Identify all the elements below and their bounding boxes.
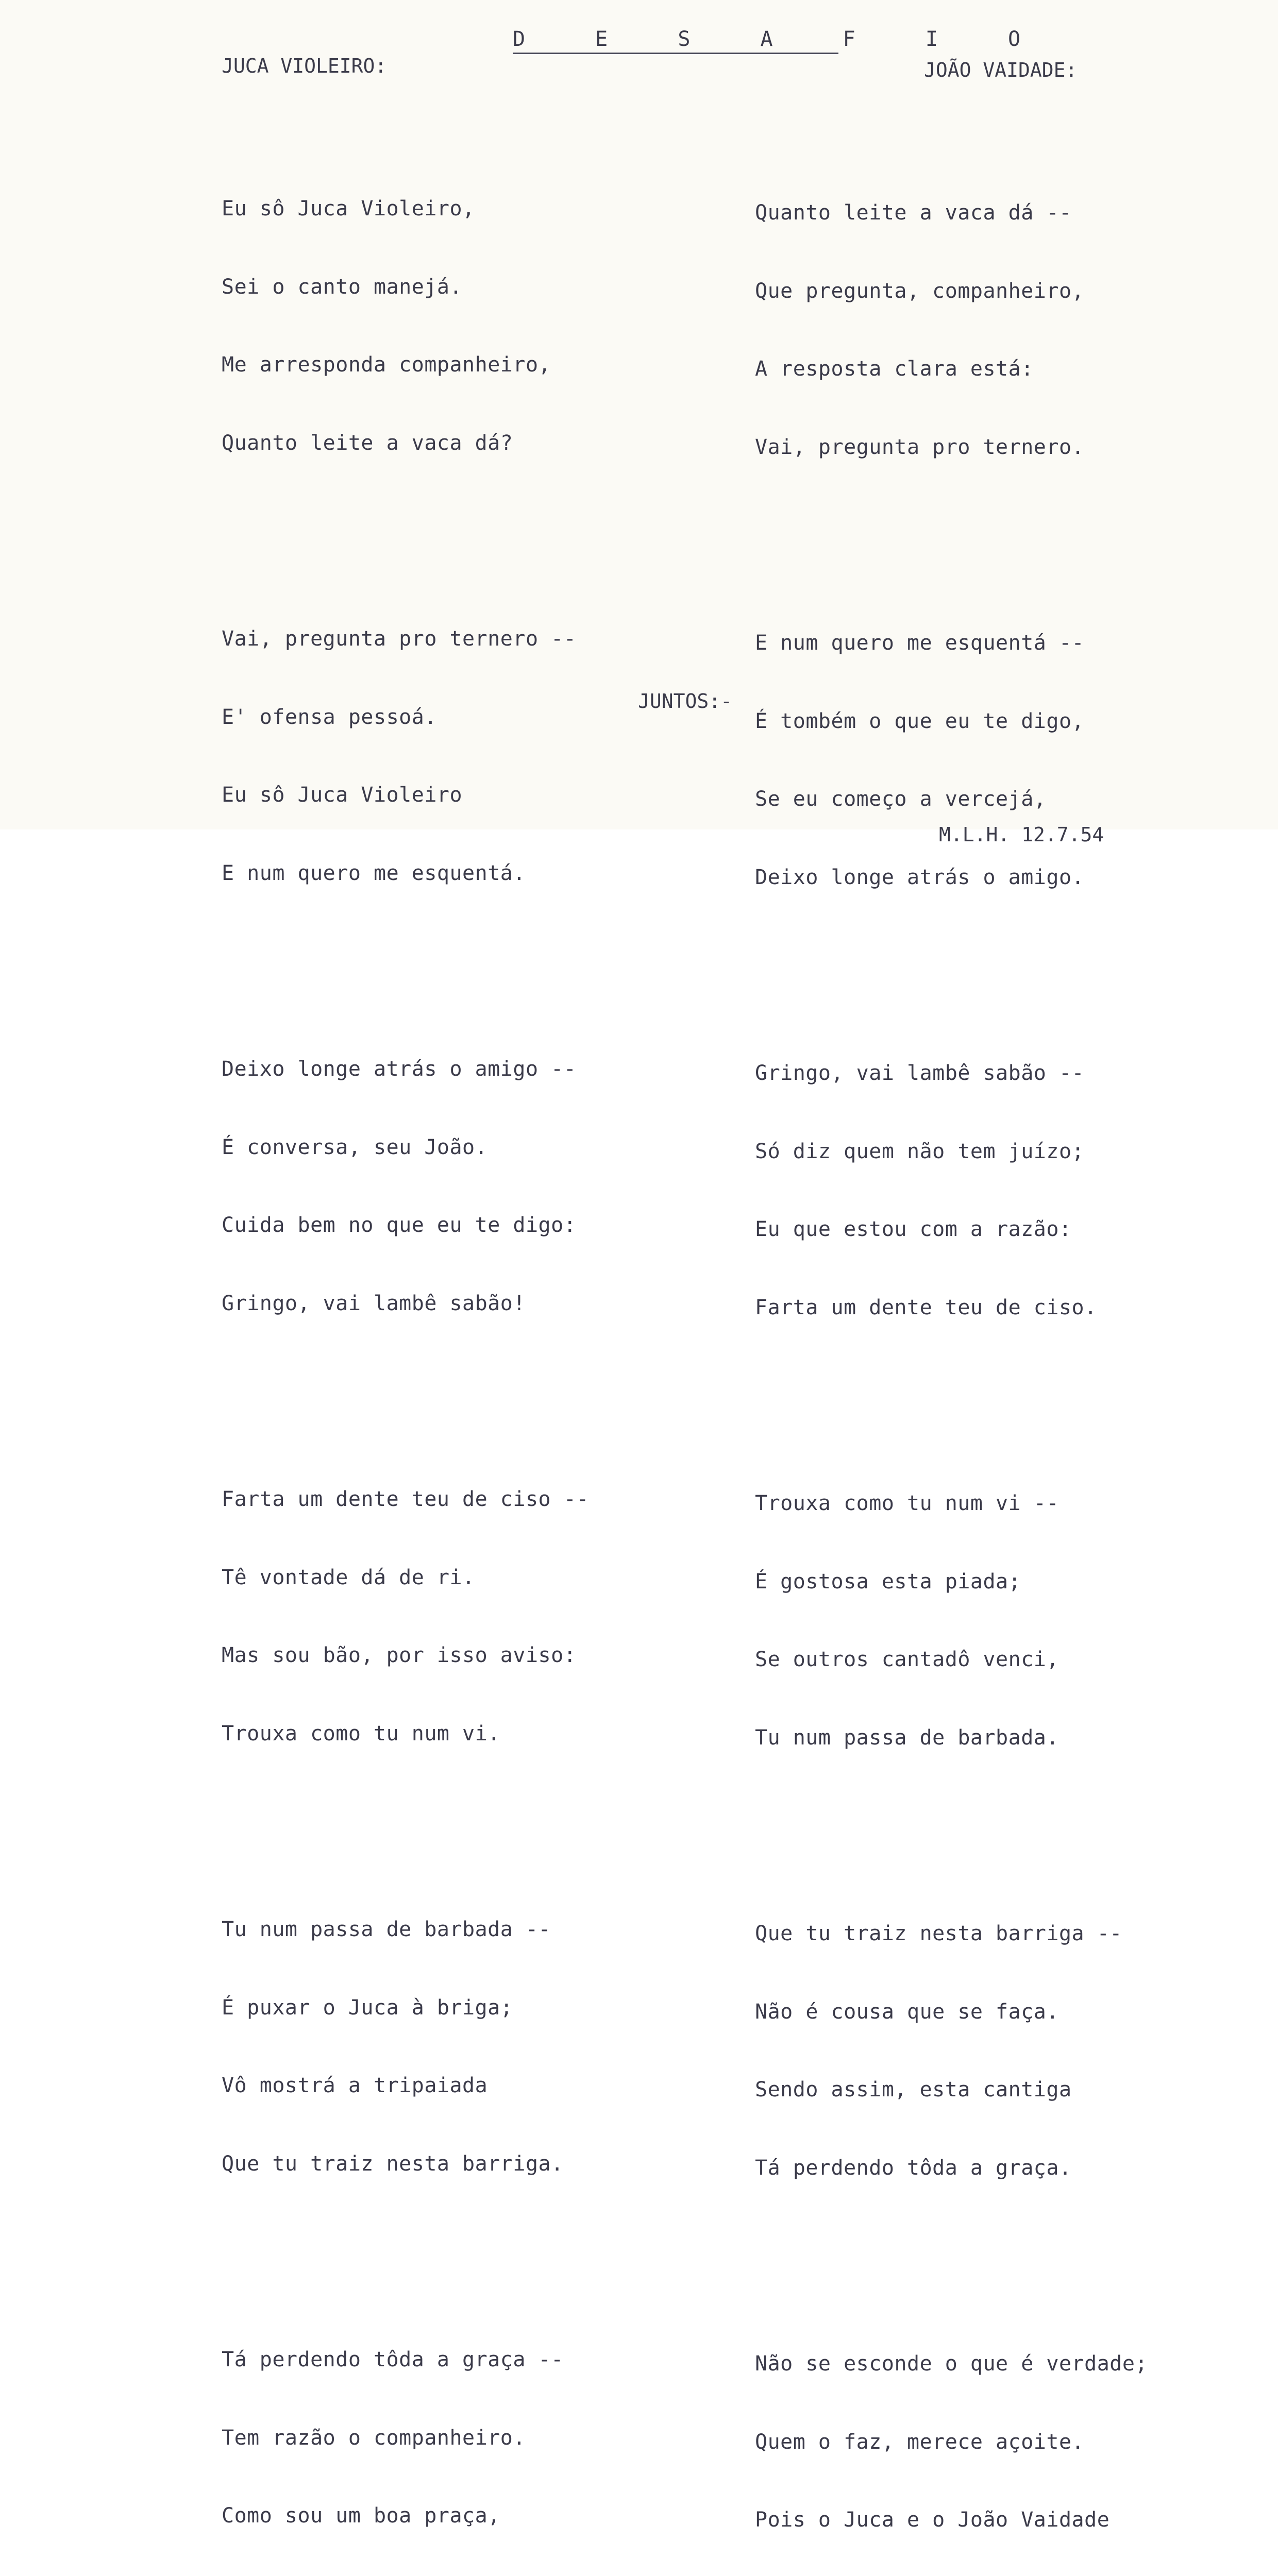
left-speaker-heading: JUCA VIOLEIRO: xyxy=(222,55,387,77)
verse-line: Sendo assim, esta cantiga xyxy=(755,2078,1072,2102)
verse-line: Vô mostrá a tripaiada xyxy=(222,2074,488,2097)
right-stanza xyxy=(755,1008,1148,1372)
verse-line: É puxar o Juca à briga; xyxy=(222,1995,513,2020)
right-column xyxy=(755,96,1148,2576)
verse-line: E num quero me esquentá -- xyxy=(755,631,1085,655)
verse-line: Se eu começo a vercejá, xyxy=(755,787,1047,811)
verse-line: Que tu traiz nesta barriga -- xyxy=(755,1922,1122,1945)
verse-line: E' ofensa pessoá. xyxy=(222,705,437,729)
verse-line: E num quero me esquentá. xyxy=(222,861,526,885)
verse-line: Trouxa como tu num vi -- xyxy=(755,1492,1059,1515)
verse-line: Sei o canto manejá. xyxy=(222,275,463,299)
verse-line: Como sou um boa praça, xyxy=(222,2504,500,2528)
right-stanza xyxy=(755,1438,1148,1803)
right-stanza xyxy=(755,578,1148,942)
verse-line: Quanto leite a vaca dá -- xyxy=(755,201,1072,225)
verse-line: Só diz quem não tem juízo; xyxy=(755,1139,1085,1163)
verse-line: Deixo longe atrás o amigo -- xyxy=(222,1057,577,1081)
verse-line: Mas sou bão, por isso aviso: xyxy=(222,1643,577,1667)
verse-line: Gringo, vai lambê sabão! xyxy=(222,1291,526,1315)
verse-line: Tem razão o companheiro. xyxy=(222,2426,526,2450)
poem-title: D E S A F I O xyxy=(513,27,838,54)
verse-line: Trouxa como tu num vi. xyxy=(222,1721,500,1745)
left-stanza xyxy=(222,574,589,938)
verse-line: Gringo, vai lambê sabão -- xyxy=(755,1061,1085,1085)
verse-line: Tu num passa de barbada -- xyxy=(222,1918,551,1941)
verse-line: Deixo longe atrás o amigo. xyxy=(755,865,1085,889)
verse-line: Que pregunta, companheiro, xyxy=(755,279,1085,303)
signature-date: M.L.H. 12.7.54 xyxy=(939,823,1104,846)
left-stanza xyxy=(222,1865,589,2229)
verse-line: Tá perdendo tôda a graça -- xyxy=(222,2348,564,2371)
verse-line: Eu que estou com a razão: xyxy=(755,1217,1072,1241)
verse-line: Eu sô Juca Violeiro, xyxy=(222,197,475,221)
left-column xyxy=(222,92,589,2576)
verse-line: A resposta clara está: xyxy=(755,357,1034,381)
right-stanza xyxy=(755,1869,1148,2233)
verse-line: Que tu traiz nesta barriga. xyxy=(222,2151,564,2176)
left-stanza xyxy=(222,1434,589,1799)
verse-line: É tombém o que eu te digo, xyxy=(755,709,1085,733)
verse-line: Se outros cantadô venci, xyxy=(755,1648,1059,1671)
verse-line: É gostosa esta piada; xyxy=(755,1569,1021,1594)
verse-line: Vai, pregunta pro ternero -- xyxy=(222,627,577,651)
verse-line: Me arresponda companheiro, xyxy=(222,353,551,377)
verse-line: É conversa, seu João. xyxy=(222,1135,488,1159)
verse-line: Farta um dente teu de ciso -- xyxy=(222,1487,589,1511)
right-speaker-heading: JOÃO VAIDADE: xyxy=(924,59,1078,81)
left-stanza xyxy=(222,1004,589,1368)
verse-line: Eu sô Juca Violeiro xyxy=(222,783,463,807)
verse-line: Vai, pregunta pro ternero. xyxy=(755,435,1085,459)
verse-line: Quem o faz, merece açoite. xyxy=(755,2430,1085,2454)
verse-line: Cuida bem no que eu te digo: xyxy=(222,1213,577,1237)
verse-line: Quanto leite a vaca dá? xyxy=(222,431,513,455)
left-stanza xyxy=(222,2295,589,2576)
verse-line: Pois o Juca e o João Vaidade xyxy=(755,2508,1110,2532)
right-stanza xyxy=(755,2299,1148,2576)
right-stanza xyxy=(755,148,1148,512)
verse-line: Farta um dente teu de ciso. xyxy=(755,1295,1097,1319)
verse-line: Não é cousa que se faça. xyxy=(755,1999,1059,2024)
verse-line: Tá perdendo tôda a graça. xyxy=(755,2156,1072,2180)
juntos-label: JUNTOS:- xyxy=(638,690,733,713)
verse-line: Tu num passa de barbada. xyxy=(755,1725,1059,1750)
verse-line: Não se esconde o que é verdade; xyxy=(755,2352,1148,2376)
left-stanza xyxy=(222,144,589,508)
verse-line: Tê vontade dá de ri. xyxy=(222,1565,475,1589)
